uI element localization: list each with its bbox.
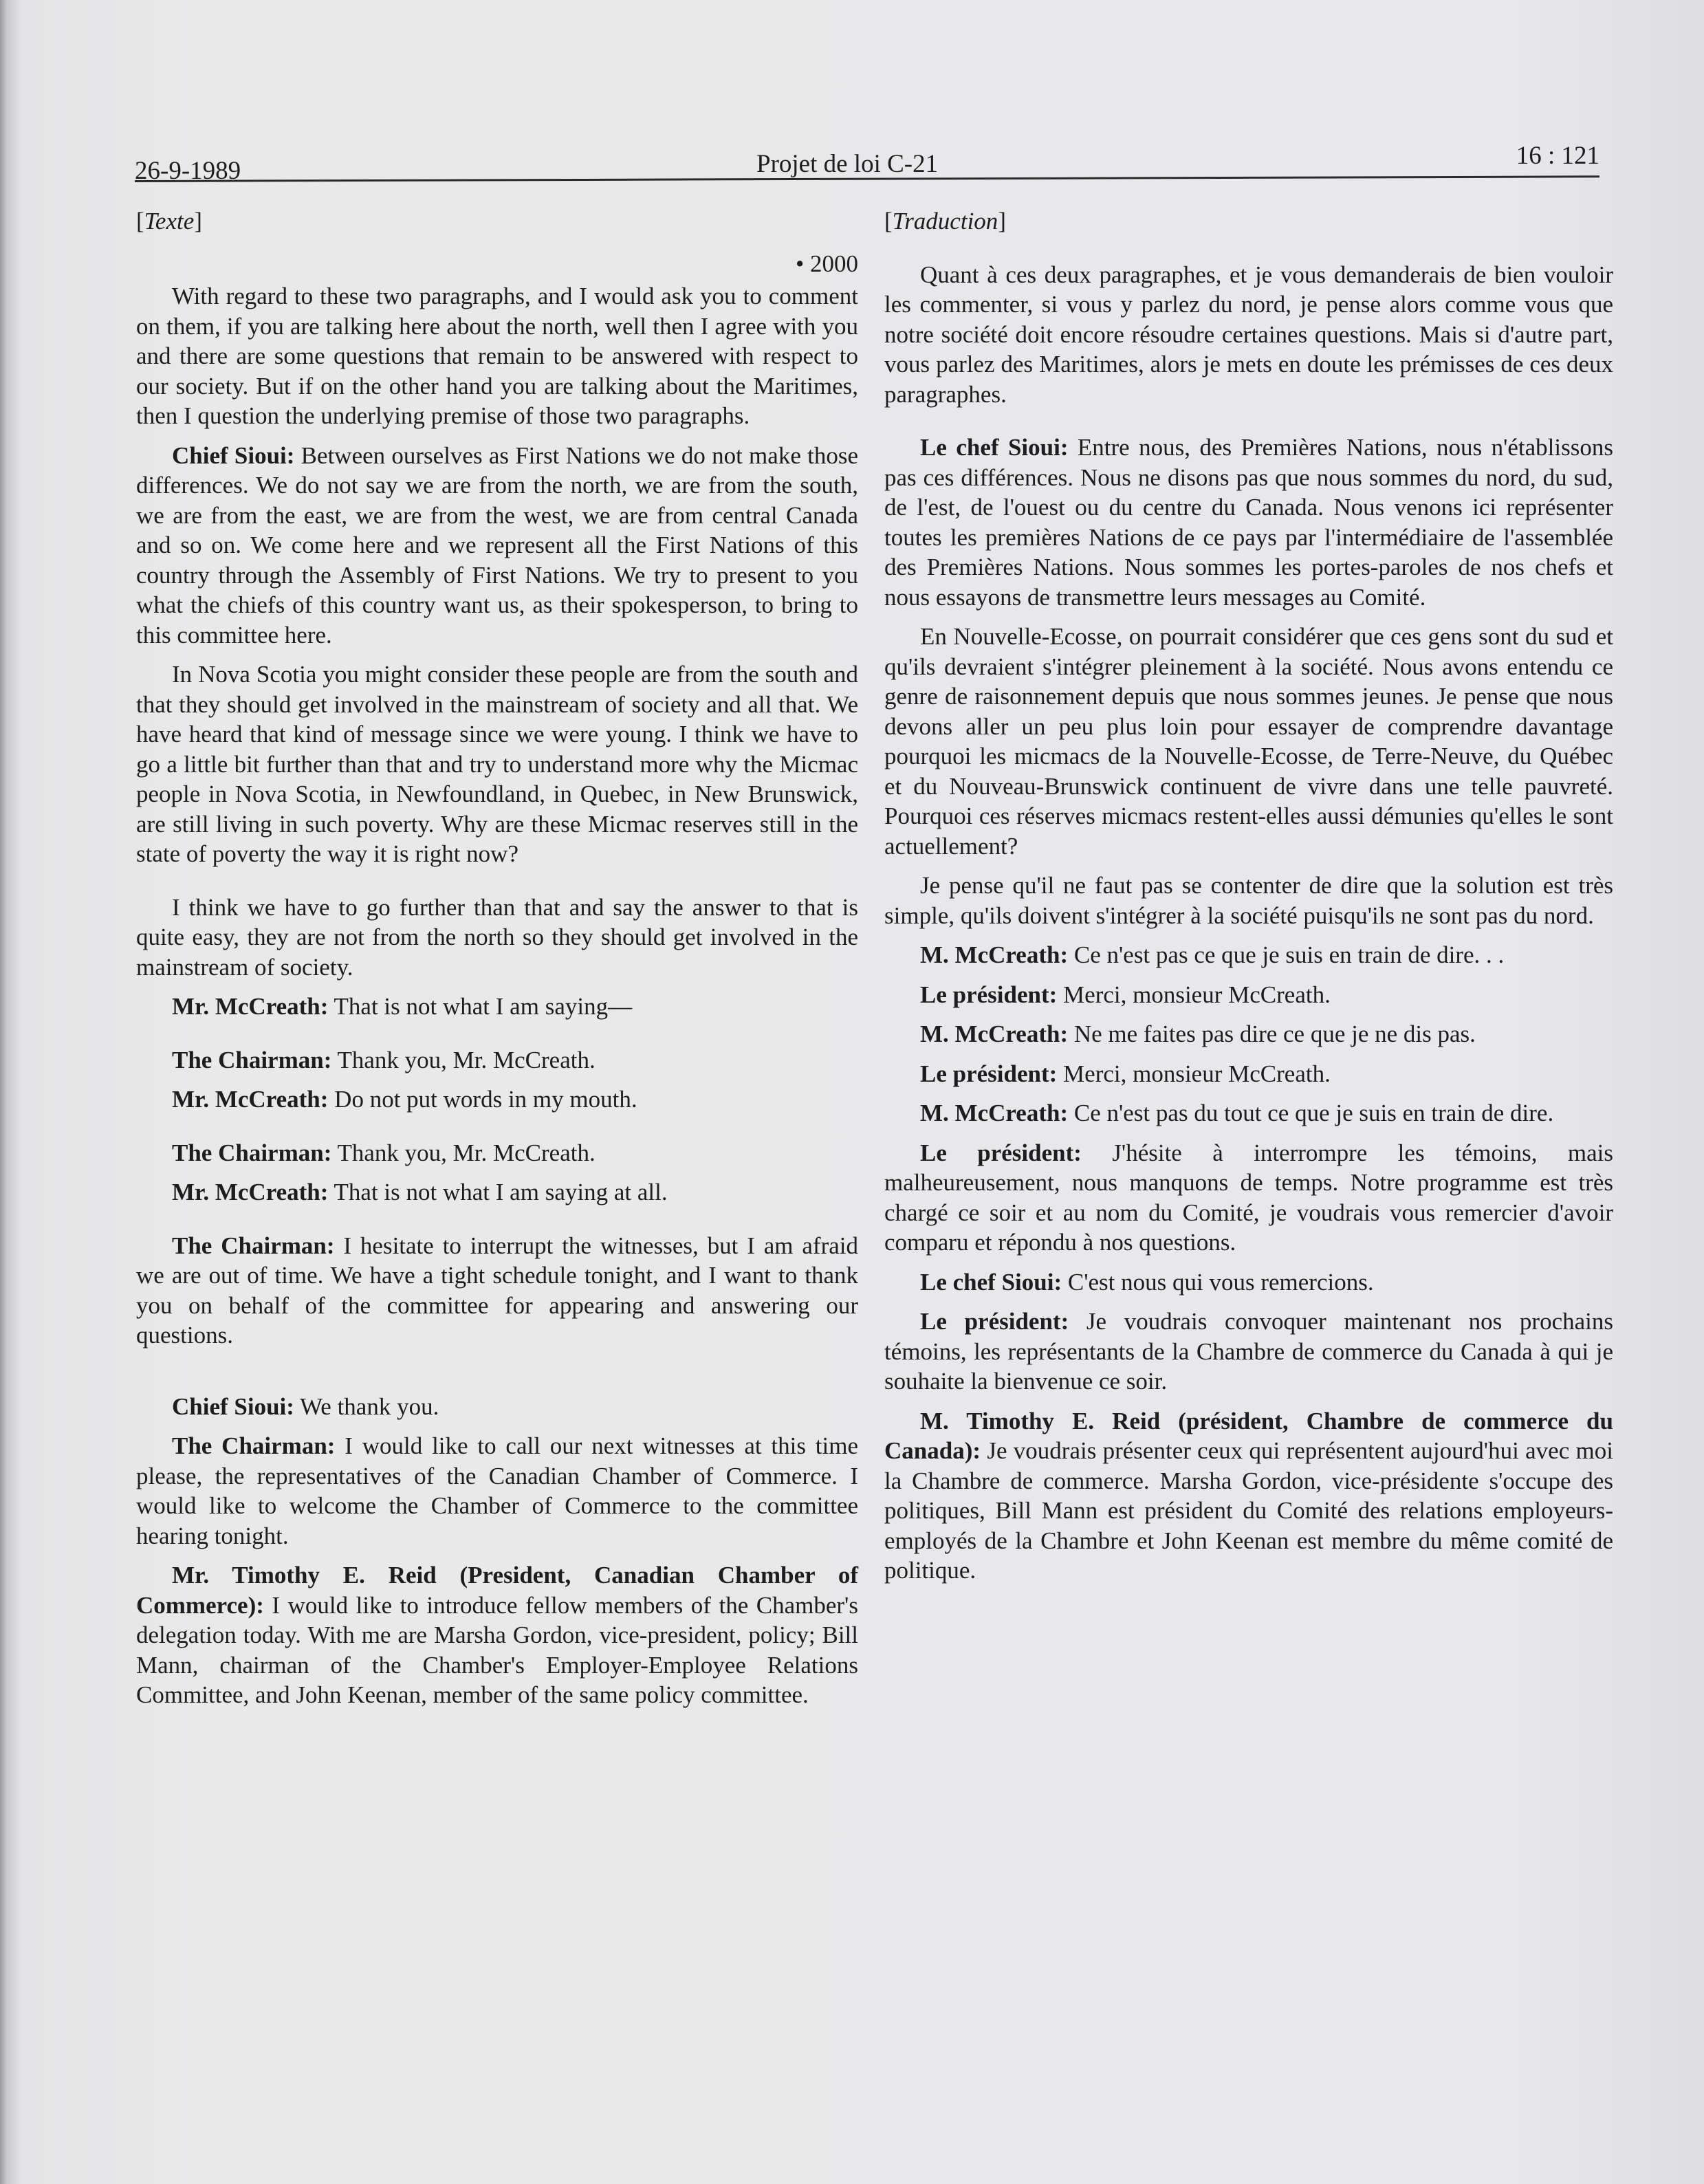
paragraph: The Chairman: I would like to call our next witnesses at this time please, the representatives of the Canadian Chamber of Commerce. I would like to welcome the Chamber of Commerce to the committee hearing tonight. [136,1432,859,1549]
running-head [135,141,1599,185]
paragraph: Mr. Timothy E. Reid (President, Canadian Chamber of Commerce): I would like to introduce fellow members of the Chamber's delegation today. With me are Marsha Gordon, vice-president, policy; Bill Mann, chairman of the Chamber's Employer-Employee Relations Committee, and John Keenan, member of the same policy committee. [136,1562,858,1708]
paragraph: Chief Sioui: We thank you. [172,1393,439,1420]
paragraph: With regard to these two paragraphs, and I would ask you to comment on them, if you are talking here about the north, well then I agree with you and there are some questions that remain to be answered with respect to our society. But if on the other hand you are talking about the Maritimes, then I question the underlying premise of those two paragraphs. [136,283,858,429]
paragraph: Mr. McCreath: Do not put words in my mouth. [172,1086,637,1113]
paragraph: Quant à ces deux paragraphes, et je vous demanderais de bien vouloir les commenter, si vous y parlez du nord, je pense alors comme vous que notre société doit encore résoudre certaines questions. Mais si d'autre part, vous parlez des Maritimes, alors je mets en doute les prémisses de ces deux paragraphes. [884,261,1613,408]
paragraph: The Chairman: Thank you, Mr. McCreath. [172,1046,596,1073]
header-page-number: 16 : 121 [1516,142,1599,170]
paragraph: M. McCreath: Ce n'est pas ce que je suis en train de dire. . . [920,941,1505,968]
paragraph: Le président: Merci, monsieur McCreath. [920,981,1331,1008]
paragraph: En Nouvelle-Ecosse, on pourrait considérer que ces gens sont du sud et qu'ils devraient s'intégrer pleinement à la société. Nous avons entendu ce genre de raisonnement depuis que nous sommes jeunes. Je pense que nous devons aller un peu plus loin pour essayer de comprendre davantage pourquoi les micmacs de la Nouvelle-Ecosse, de Terre-Neuve, du Québec et du Nouveau-Brunswick continuent de vivre dans une telle pauvreté. Pourquoi ces réserves micmacs restent-elles aussi démunies qu'elles le sont actuellement? [884,623,1613,860]
paragraph: Je pense qu'il ne faut pas se contenter de dire que la solution est très simple, qu'ils doivent s'intégrer à la société puisqu'ils ne sont pas du nord. [884,872,1613,929]
paragraph: M. McCreath: Ne me faites pas dire ce que je ne dis pas. [920,1020,1476,1047]
paragraph: Mr. McCreath: That is not what I am saying— [172,993,633,1020]
paragraph: Chief Sioui: Between ourselves as First Nations we do not make those differences. We do not say we are from the north, we are from the south, we are from the east, we are from the west, we are from central Canada and so on. We come here and we represent all the First Nations of this country through the Assembly of First Nations. We try to present to you what the chiefs of this country want us, as their spokesperson, to bring to this committee here. [136,441,858,648]
paragraph: M. McCreath: Ce n'est pas du tout ce que je suis en train de dire. [920,1100,1554,1126]
header-date: 26-9-1989 [135,157,241,185]
column-english [136,206,858,1720]
paragraph: The Chairman: Thank you, Mr. McCreath. [172,1139,596,1166]
column-label-french: [Traduction] [884,208,1006,234]
paragraph: In Nova Scotia you might consider these people are from the south and that they should get involved in the mainstream of society and all that. We have heard that kind of message since we were young. I think we have to go a little bit further than that and try to understand more why the Micmac people in Nova Scotia, in Newfoundland, in Quebec, in New Brunswick, are still living in such poverty. Why are these Micmac reserves still in the state of poverty the way it is right now? [136,661,858,867]
paragraph: Le chef Sioui: C'est nous qui vous remercions. [920,1268,1374,1296]
paragraph: Mr. McCreath: That is not what I am saying at all. [172,1179,668,1205]
column-french [884,206,1613,1595]
paragraph: I think we have to go further than that and say the answer to that is quite easy, they are not from the north so they should get involved in the mainstream of society. [136,893,858,981]
paragraph: Le président: Merci, monsieur McCreath. [920,1060,1331,1087]
paragraph: The Chairman: I hesitate to interrupt the witnesses, but I am afraid we are out of time. We have a tight schedule tonight, and I want to thank you on behalf of the committee for appearing and answering our questions. [136,1232,858,1348]
timestamp: • 2000 [795,250,858,277]
paragraph: M. Timothy E. Reid (président, Chambre de commerce du Canada): Je voudrais présenter ceux qui représentent aujourd'hui avec moi la Chambre de commerce. Marsha Gordon, vice-présidente s'occupe des politiques, Bill Mann est président du Comité des relations employeurs-employés de la Chambre et John Keenan est membre du même comité de politique. [884,1407,1613,1584]
paragraph: Le président: J'hésite à interrompre les témoins, mais malheureusement, nous manquons de temps. Notre programme est très chargé ce soir et au nom du Comité, je voudrais vous remercier d'avoir comparu et répondu à nos questions. [884,1139,1613,1256]
column-label-english: [Texte] [136,208,202,234]
header-title: Projet de loi C-21 [756,150,939,178]
paragraph: Le président: Je voudrais convoquer maintenant nos prochains témoins, les représentants de la Chambre de commerce du Canada à qui je souhaite la bienvenue ce soir. [884,1308,1613,1395]
paragraph: Le chef Sioui: Entre nous, des Premières Nations, nous n'établissons pas ces différences. Nous ne disons pas que nous sommes du nord, du sud, de l'est, de l'ouest ou du centre du Canada. Nous venons ici représenter toutes les premières Nations de ce pays par l'intermédiaire de l'assemblée des Premières Nations. Nous sommes les portes-paroles de nos chefs et nous essayons de transmettre leurs messages au Comité. [884,434,1613,611]
